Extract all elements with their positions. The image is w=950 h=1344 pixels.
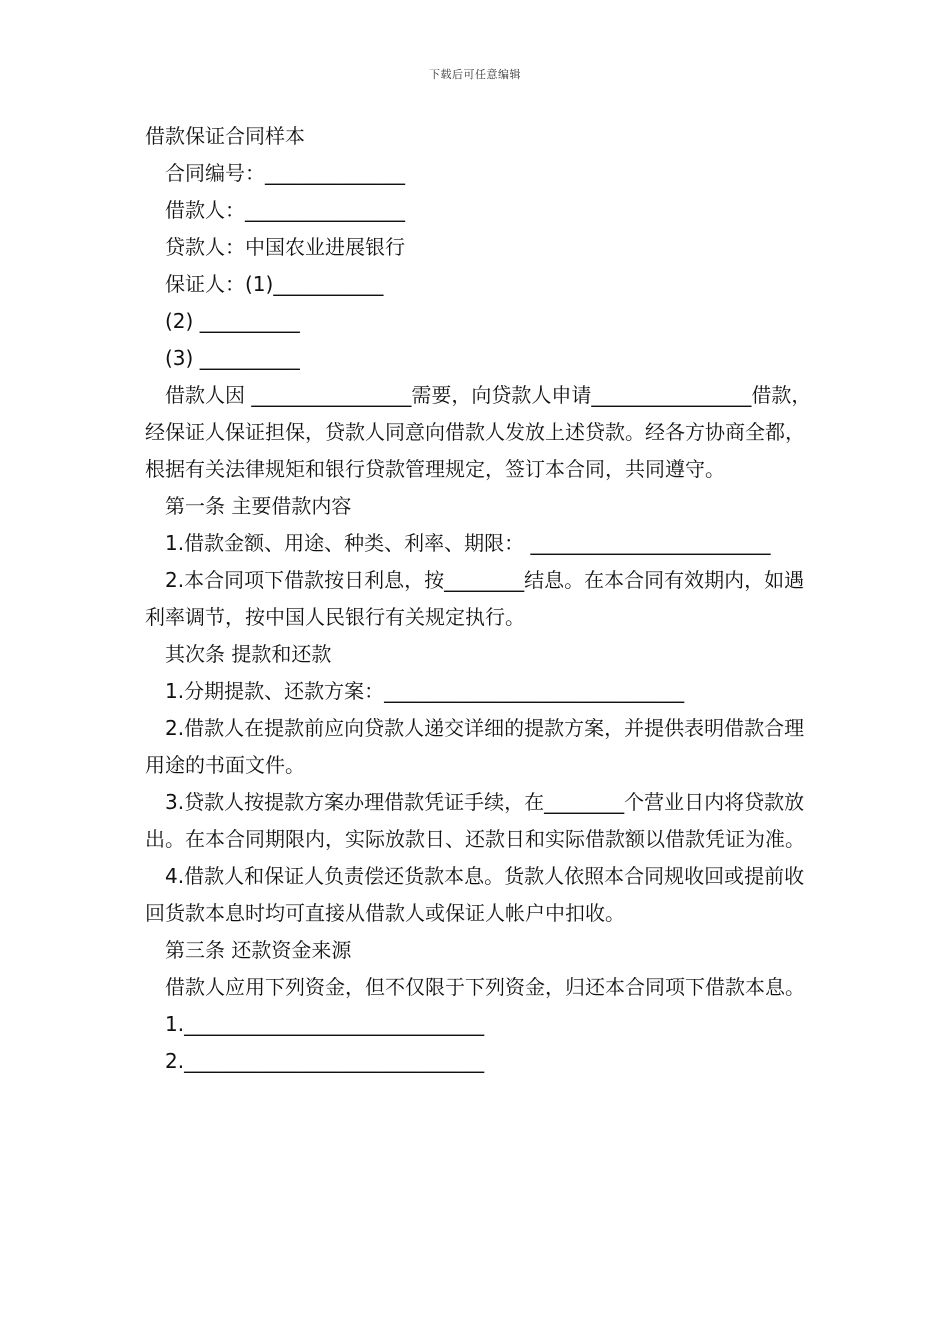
article-2-item-3: 3.贷款人按提款方案办理借款凭证手续，在________个营业日内将贷款放出。在本合同期限内，实际放款日、还款日和实际借款额以借款凭证为准。 (145, 790, 805, 851)
article-2-title: 其次条 提款和还款 (165, 642, 332, 666)
article-1-item-2: 2.本合同项下借款按日利息，按________结息。在本合同有效期内，如遇利率调节，按中国人民银行有关规定执行。 (145, 568, 805, 629)
article-3-item-2: 2.______________________________ (165, 1049, 485, 1073)
article-2-item-2: 2.借款人在提款前应向贷款人递交详细的提款方案，并提供表明借款合理用途的书面文件。 (145, 716, 805, 777)
guarantor-line-3: (3) __________ (165, 346, 300, 370)
article-2-item-1: 1.分期提款、还款方案：______________________________ (165, 679, 685, 703)
guarantor-line-1: 保证人：(1)___________ (165, 272, 384, 296)
header-note: 下载后可任意编辑 (429, 68, 521, 81)
borrower-line: 借款人：________________ (165, 198, 405, 222)
document-body (145, 118, 815, 1080)
article-3-title: 第三条 还款资金来源 (165, 938, 352, 962)
article-1-item-1: 1.借款金额、用途、种类、利率、期限： ________________________ (165, 531, 771, 555)
contract-number-line: 合同编号：______________ (165, 161, 405, 185)
article-3-item-1: 1.______________________________ (165, 1012, 485, 1036)
article-3-text: 借款人应用下列资金，但不仅限于下列资金，归还本合同项下借款本息。 (165, 975, 805, 999)
document-title: 借款保证合同样本 (145, 124, 305, 148)
article-2-item-4: 4.借款人和保证人负责偿还货款本息。货款人依照本合同规收回或提前收回货款本息时均可直接从借款人或保证人帐户中扣收。 (145, 864, 805, 925)
intro-paragraph: 借款人因 ________________需要，向贷款人申请________________借款，经保证人保证担保，贷款人同意向借款人发放上述贷款。经各方协商全都，根据有关法律规矩和银行贷款管理规定，签订本合同，共同遵守。 (145, 383, 812, 481)
article-1-title: 第一条 主要借款内容 (165, 494, 352, 518)
guarantor-line-2: (2) __________ (165, 309, 300, 333)
lender-line: 贷款人：中国农业进展银行 (165, 235, 405, 259)
